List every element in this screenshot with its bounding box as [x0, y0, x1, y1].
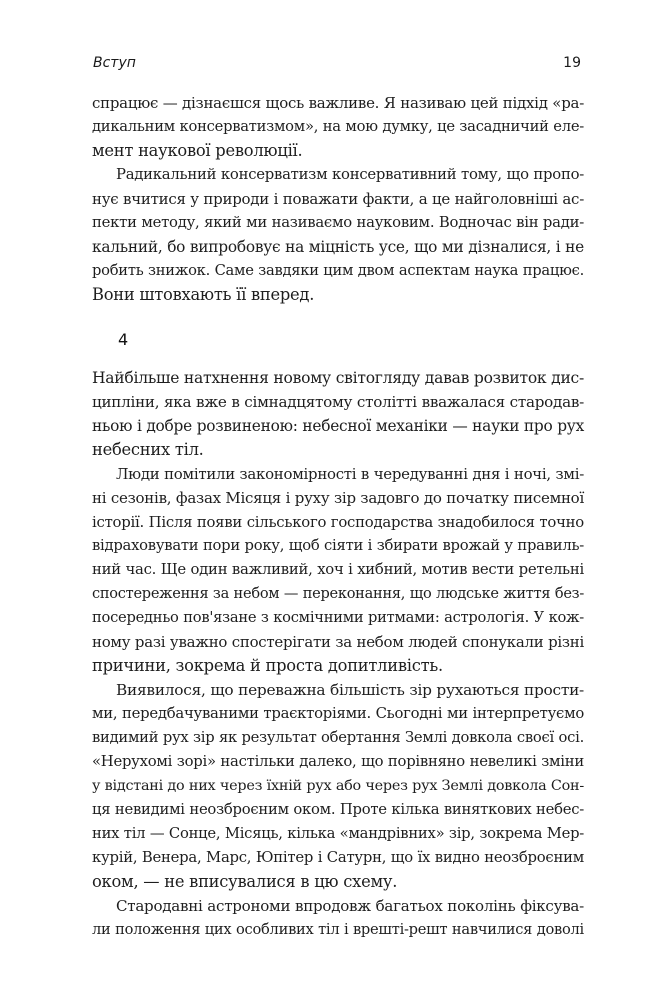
text-line: кальний, бо випробовує на міцність усе, що ми дізналися, і не — [92, 238, 584, 256]
text-line: Радикальний консерватизм консервативний тому, що пропо- — [116, 166, 584, 183]
text-line: Стародавні астрономи впродовж багатьох поколінь фіксува- — [116, 897, 584, 915]
text-line: ципліни, яка вже в сімнадцятому столітті вважалася стародав- — [92, 393, 584, 411]
section-title: Вступ — [93, 55, 136, 71]
text-block-1 — [92, 91, 584, 307]
text-line: Люди помітили закономірності в чередуванні дня і ночі, змі- — [116, 465, 584, 483]
text-line: дикальним консерватизмом», на мою думку, це засадничий еле- — [92, 118, 584, 135]
text-line: небесних тіл. — [92, 440, 204, 459]
text-line: ні сезонів, фазах Місяця і руху зір задовго до початку писемної — [92, 489, 584, 507]
text-line: них тіл — Сонце, Місяць, кілька «мандрівних» зір, зокрема Мер- — [92, 825, 584, 842]
text-line: курій, Венера, Марс, Юпітер і Сатурн, що їх видно неозброєним — [92, 849, 584, 866]
section-number: 4 — [118, 330, 129, 349]
text-line: Виявилося, що переважна більшість зір рухаються прости- — [116, 681, 584, 699]
text-line: ньою і добре розвиненою: небесної механіки — науки про рух — [92, 417, 584, 435]
text-line: історії. Після появи сільського господарства знадобилося точно — [92, 513, 584, 531]
text-line: спрацює — дізнаєшся щось важливе. Я називаю цей підхід «ра- — [92, 94, 584, 112]
text-line: пекти методу, який ми називаємо науковим. Водночас він ради- — [92, 214, 584, 231]
text-line: робить знижок. Саме завдяки цим двом аспектам наука працює. — [92, 262, 584, 279]
text-line: ному разі уважно спостерігати за небом людей спонукали різні — [92, 633, 584, 651]
running-head — [93, 55, 583, 75]
text-line: причини, зокрема й проста допитливість. — [92, 656, 443, 675]
text-line: посередньо пов'язане з космічними ритмами: астрологія. У кож- — [92, 609, 584, 626]
text-line: Найбільше натхнення новому світогляду давав розвиток дис- — [92, 369, 584, 387]
text-line: ли положення цих особливих тіл і врешті-решт навчилися доволі — [92, 921, 584, 938]
page-number: 19 — [563, 55, 581, 71]
text-line: оком, — не вписувалися в цю схему. — [92, 872, 398, 891]
text-line: видимий рух зір як результат обертання Землі довкола своєї осі. — [92, 729, 584, 746]
text-line: ця невидимі неозброєним оком. Проте кілька виняткових небес- — [92, 801, 584, 818]
text-line: нує вчитися у природи і поважати факти, а це найголовніші ас- — [92, 190, 584, 208]
text-line: мент наукової революції. — [92, 141, 303, 160]
text-line: Вони штовхають її вперед. — [92, 285, 315, 304]
text-line: «Нерухомі зорі» настільки далеко, що порівняно невеликі зміни — [92, 753, 584, 770]
text-line: у відстані до них через їхній рух або через рух Землі довкола Сон- — [92, 778, 584, 794]
text-line: ний час. Ще один важливий, хоч і хибний, мотив вести ретельні — [92, 561, 584, 578]
text-line: відраховувати пори року, щоб сіяти і збирати врожай у правиль- — [92, 537, 584, 554]
text-line: ми, передбачуваними траєкторіями. Сьогодні ми інтерпретуємо — [92, 705, 584, 722]
text-line: спостереження за небом — переконання, що людське життя без- — [92, 586, 584, 602]
text-block-2 — [92, 366, 584, 942]
